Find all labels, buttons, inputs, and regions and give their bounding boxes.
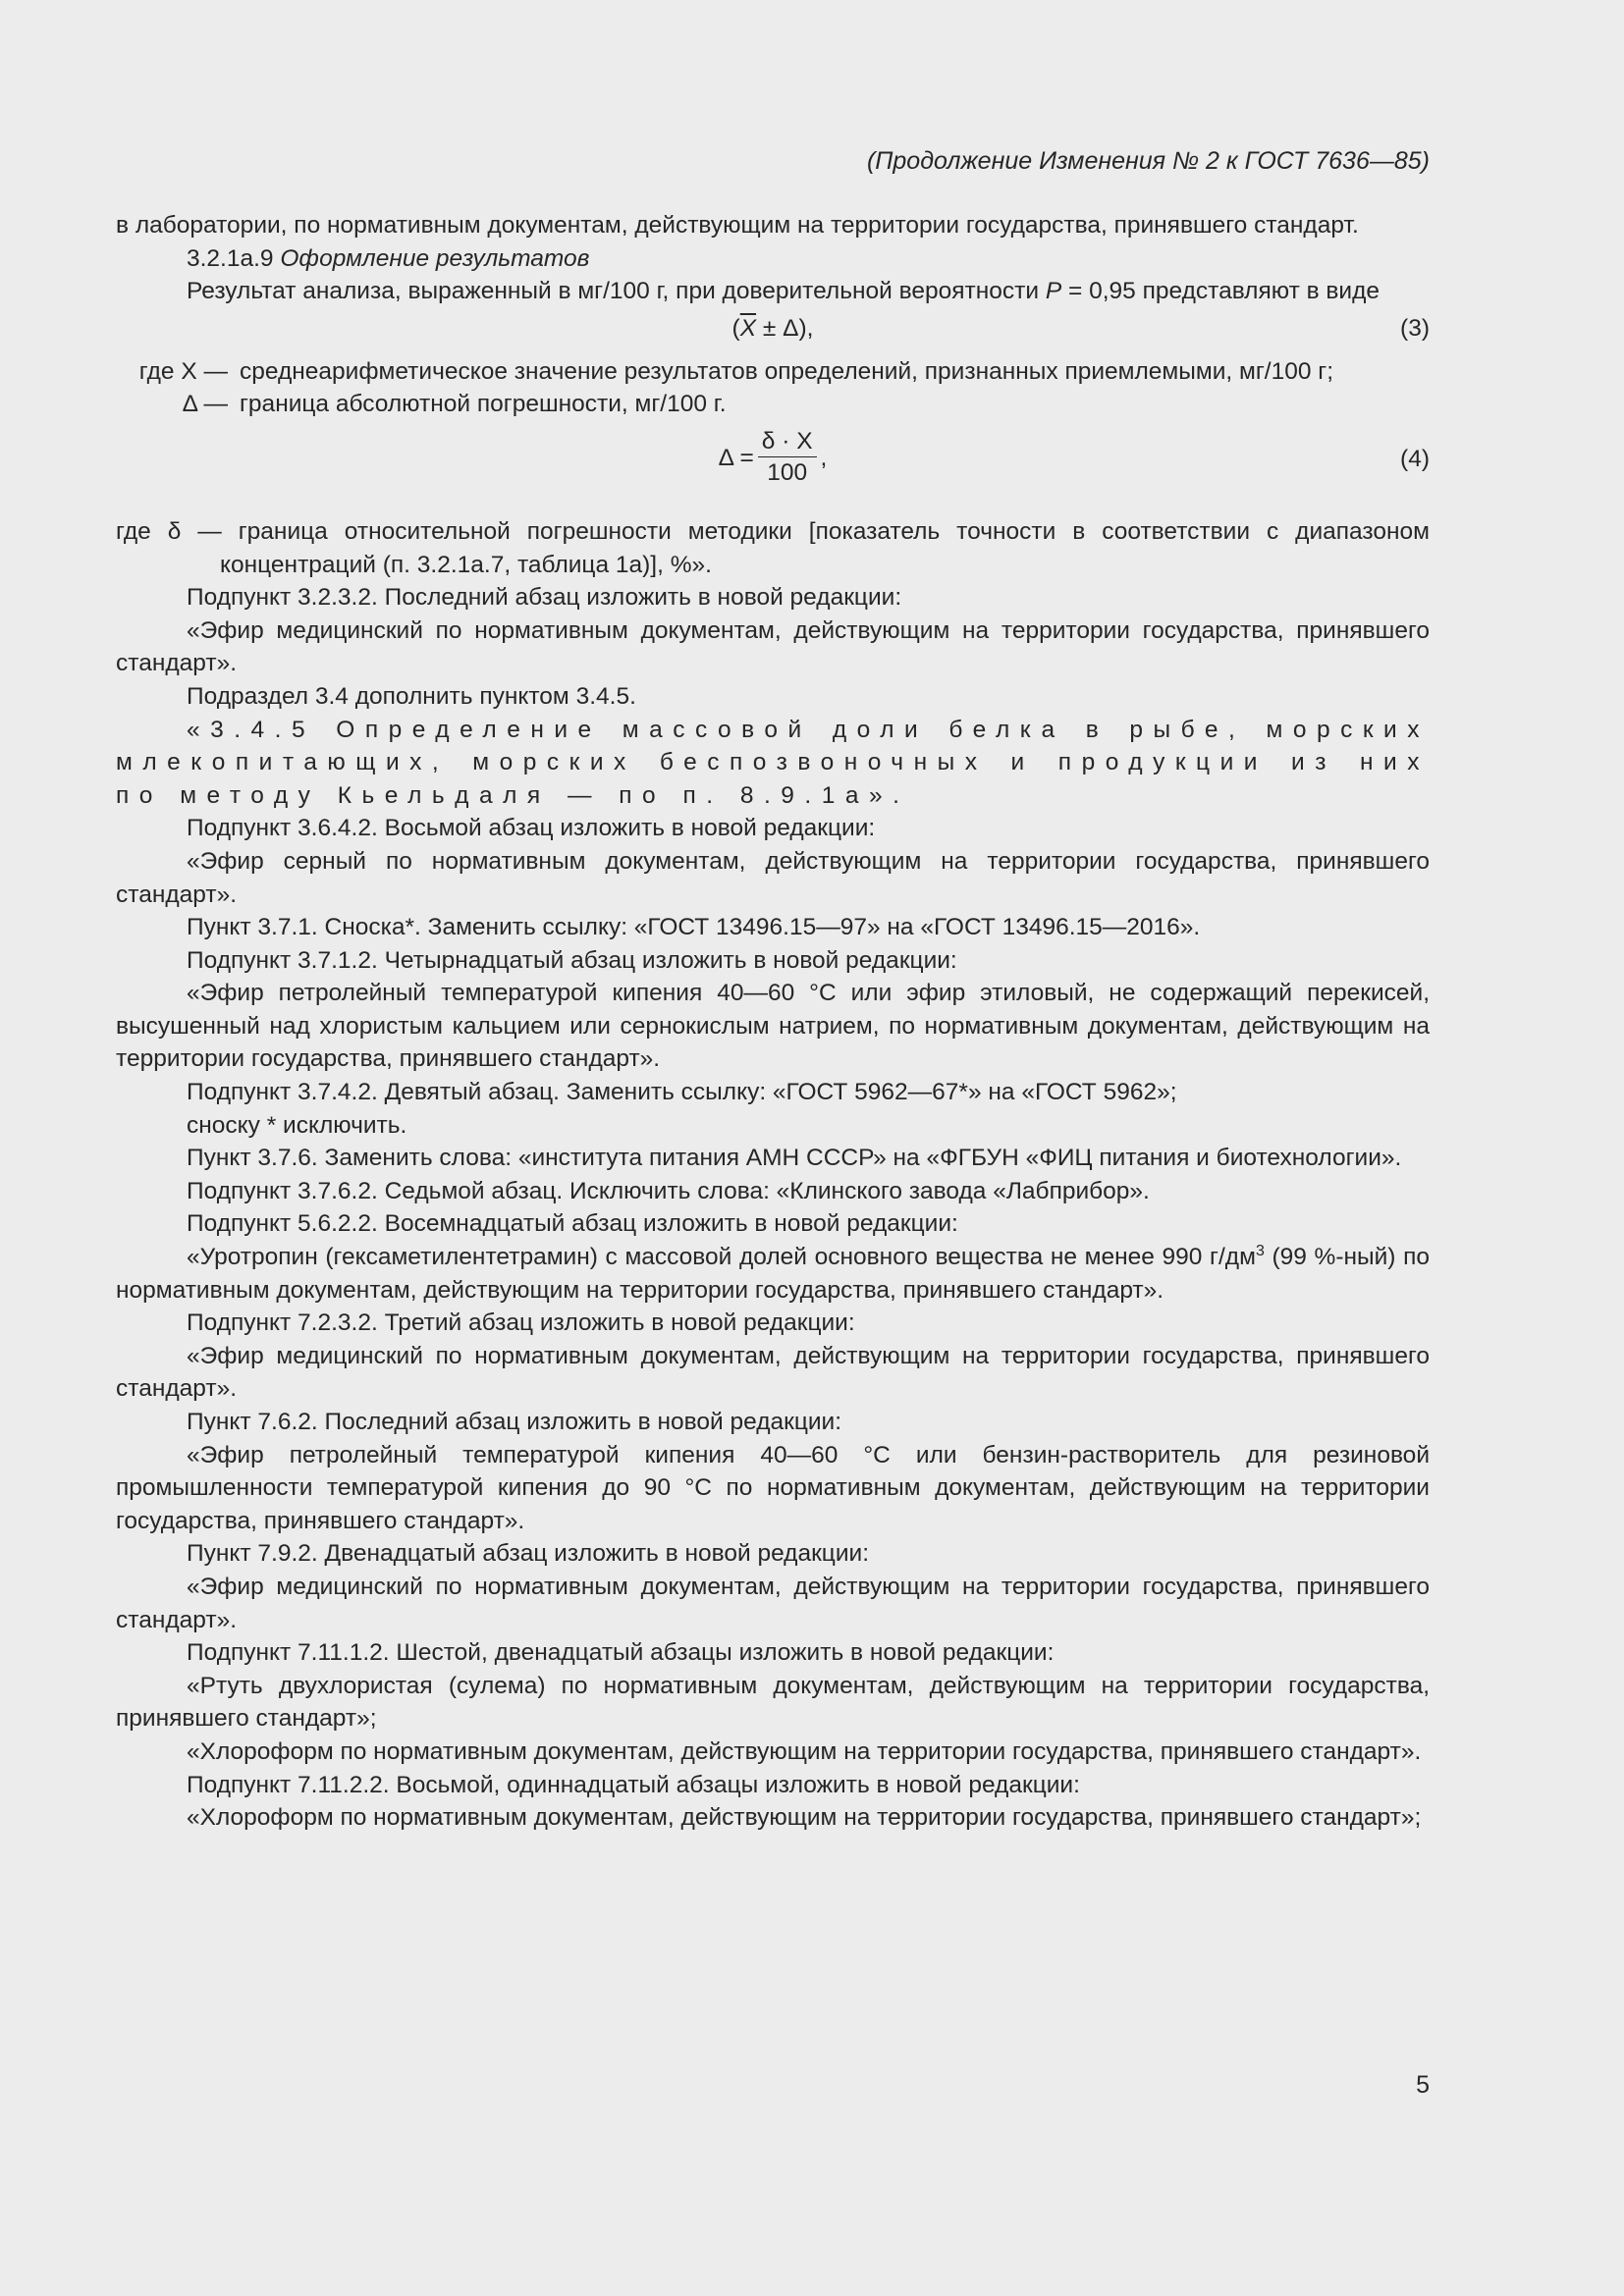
where-label: где X — bbox=[138, 357, 228, 385]
paragraph: Подпункт 7.2.3.2. Третий абзац изложить в новой редакции: bbox=[187, 1309, 855, 1337]
paragraph: Пункт 3.7.1. Сноска*. Заменить ссылку: «ГОСТ 13496.15—97» на «ГОСТ 13496.15—2016». bbox=[187, 914, 1201, 941]
paragraph: Пункт 3.7.6. Заменить слова: «института питания АМН СССР» на «ФГБУН «ФИЦ питания и биотехнологии». bbox=[187, 1145, 1402, 1172]
formula-part: ( bbox=[731, 314, 740, 342]
paragraph: Подпункт 3.7.6.2. Седьмой абзац. Исключить слова: «Клинского завода «Лабприбор». bbox=[187, 1177, 1150, 1204]
fraction-denominator: 100 bbox=[767, 458, 808, 486]
text-run: «Уротропин (гексаметилентетрамин) с массовой долей основного вещества не менее 990 г/дм bbox=[187, 1244, 1256, 1271]
paragraph: Пункт 7.6.2. Последний абзац изложить в новой редакции: bbox=[187, 1409, 842, 1435]
formula-3 bbox=[116, 308, 1430, 355]
paragraph: «Эфир петролейный температурой кипения 40—60 °С или бензин-растворитель для резиновой промышленности температурой кипения до 90 °С по нормативным документам, действующим на территории государства, принявшего стандарт». bbox=[116, 1441, 1430, 1534]
section-heading bbox=[116, 242, 1430, 276]
section-title: Оформление результатов bbox=[280, 244, 590, 272]
formula-part: ± Δ), bbox=[756, 314, 814, 342]
fraction-numerator: δ · X bbox=[758, 427, 817, 457]
where-definition: среднеарифметическое значение результатов определений, признанных приемлемыми, мг/100 г; bbox=[240, 357, 1334, 385]
text-run: Результат анализа, выраженный в мг/100 г, при доверительной вероятности bbox=[187, 278, 1046, 305]
paragraph: «Хлороформ по нормативным документам, действующим на территории государства, принявшего стандарт»; bbox=[187, 1804, 1422, 1832]
body-text bbox=[116, 209, 1430, 1835]
text-run: = 0,95 представляют в виде bbox=[1061, 278, 1380, 305]
paragraph: «Хлороформ по нормативным документам, действующим на территории государства, принявшего стандарт». bbox=[187, 1737, 1422, 1765]
text-run: (99 %-ный) по нормативным документам, действующим на территории государства, принявшего стандарт». bbox=[116, 1244, 1430, 1304]
formula-expression bbox=[116, 312, 1430, 346]
formula-4 bbox=[116, 421, 1430, 515]
paragraph: «Ртуть двухлористая (сулема) по нормативным документам, действующим на территории государства, принявшего стандарт»; bbox=[116, 1672, 1430, 1733]
paragraph: «Эфир медицинский по нормативным документам, действующим на территории государства, принявшего стандарт». bbox=[116, 1342, 1430, 1403]
superscript: 3 bbox=[1255, 1242, 1265, 1259]
running-header: (Продолжение Изменения № 2 к ГОСТ 7636—85) bbox=[866, 147, 1430, 175]
paragraph: «Эфир петролейный температурой кипения 40—60 °С или эфир этиловый, не содержащий перекисей, высушенный над хлористым кальцием или сернокислым натрием, по нормативным документам, действующим на территории государства, принявшего стандарт». bbox=[116, 980, 1430, 1073]
paragraph: Подпункт 3.2.3.2. Последний абзац изложить в новой редакции: bbox=[187, 584, 902, 612]
paragraph: Подпункт 7.11.2.2. Восьмой, одиннадцатый абзацы изложить в новой редакции: bbox=[187, 1771, 1080, 1798]
paragraph bbox=[116, 1241, 1430, 1307]
where-definition: граница абсолютной погрешности, мг/100 г. bbox=[240, 391, 727, 418]
paragraph: Подпункт 3.6.4.2. Восьмой абзац изложить в новой редакции: bbox=[187, 815, 876, 842]
paragraph: Пункт 7.9.2. Двенадцатый абзац изложить в новой редакции: bbox=[187, 1540, 870, 1568]
fraction bbox=[758, 427, 817, 489]
page-number: 5 bbox=[1416, 2071, 1430, 2099]
where-list bbox=[116, 355, 1430, 421]
formula-part: , bbox=[820, 444, 828, 471]
formula-lhs: Δ = bbox=[718, 444, 754, 471]
paragraph: Подпункт 5.6.2.2. Восемнадцатый абзац изложить в новой редакции: bbox=[187, 1210, 958, 1238]
paragraph: «Эфир медицинский по нормативным документам, действующим на территории государства, принявшего стандарт». bbox=[116, 1573, 1430, 1633]
paragraph: Подпункт 7.11.1.2. Шестой, двенадцатый абзацы изложить в новой редакции: bbox=[187, 1639, 1055, 1667]
formula-mean-x: $\overline{X}$ bbox=[739, 314, 757, 342]
paragraph: «3.4.5 Определение массовой доли белка в рыбе, морских млекопитающих, морских беспозвоночных и продукции из них по методу Кьельдаля — по п. 8.9.1а». bbox=[116, 716, 1430, 809]
paragraph: «Эфир медицинский по нормативным документам, действующим на территории государства, принявшего стандарт». bbox=[116, 616, 1430, 677]
formula-expression bbox=[116, 427, 1430, 489]
formula-number: (3) bbox=[1400, 314, 1430, 342]
where-delta: где δ — граница относительной погрешности методики [показатель точности в соответствии с диапазоном концентраций (п. 3.2.1а.7, таблица 1а)], %». bbox=[116, 517, 1430, 578]
paragraph: Подпункт 3.7.1.2. Четырнадцатый абзац изложить в новой редакции: bbox=[187, 946, 957, 974]
paragraph: Подраздел 3.4 дополнить пунктом 3.4.5. bbox=[187, 682, 636, 710]
where-label: Δ — bbox=[182, 391, 228, 418]
paragraph: Подпункт 3.7.4.2. Девятый абзац. Заменить ссылку: «ГОСТ 5962—67*» на «ГОСТ 5962»; bbox=[187, 1079, 1177, 1106]
paragraph: сноску * исключить. bbox=[187, 1111, 407, 1139]
paragraph: в лаборатории, по нормативным документам, действующим на территории государства, принявшего стандарт. bbox=[116, 212, 1359, 239]
formula-number: (4) bbox=[1400, 445, 1430, 472]
variable-p: P bbox=[1045, 278, 1062, 305]
paragraph bbox=[116, 275, 1430, 308]
paragraph: «Эфир серный по нормативным документам, действующим на территории государства, принявшего стандарт». bbox=[116, 847, 1430, 908]
section-number: 3.2.1а.9 bbox=[187, 244, 281, 272]
